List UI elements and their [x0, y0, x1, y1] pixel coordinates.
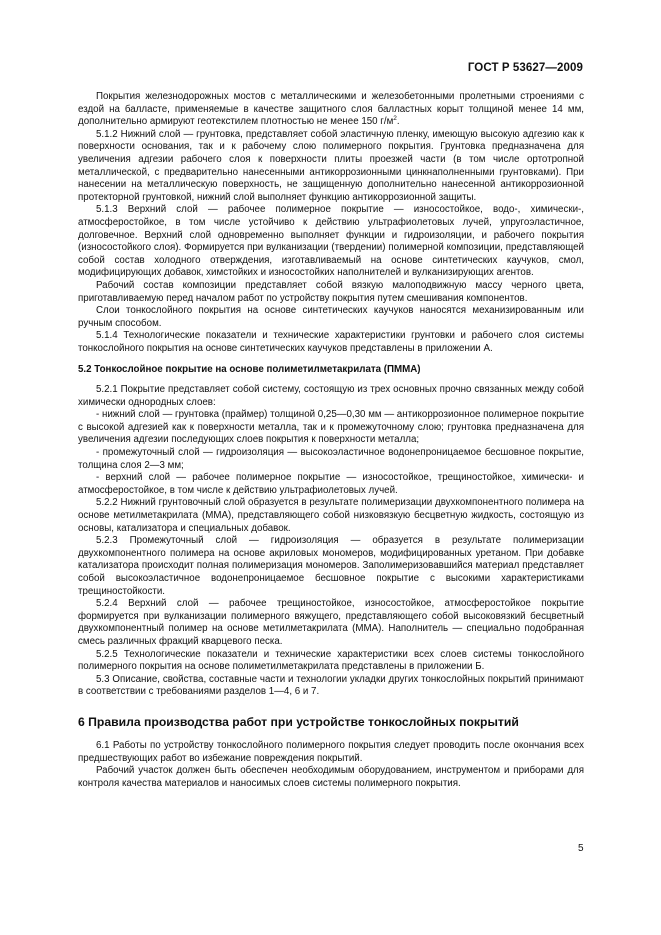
paragraph: 5.2.3 Промежуточный слой — гидроизоляция — образуется в результате полимеризации двухкомпонентного полимера на основе акриловых мономеров, модифицированных уретаном. При добавке катализатора происходит полная полимеризация мономеров. Заполимеризовавшийся материал представляет собой высокоэластичное водонепроницаемое бесшовное покрытие с высокими характеристиками трещиностойкости. [78, 535, 584, 597]
paragraph: 5.1.2 Нижний слой — грунтовка, представляет собой эластичную пленку, имеющую высокую адгезию как к поверхности основания, так и к рабочему слою полимерного покрытия. Грунтовка предназначена для увеличения адгезии рабочего слоя к поверхности плиты проезжей части (в том числе ортотропной металлической, с предварительно нанесенными антикоррозионными цинкнаполненными грунтовками). При нанесении на металлическую поверхность, не защищенную дополнительно нанесенной антикоррозионной протекторной грунтовкой, нижний слой выполняет функцию антикоррозионной защиты. [78, 128, 584, 203]
section-heading-5-2: 5.2 Тонкослойное покрытие на основе полиметилметакрилата (ПММА) [78, 364, 421, 376]
paragraph: 5.2.4 Верхний слой — рабочее трещиностойкое, износостойкое, атмосферостойкое покрытие формируется при вулканизации полимерного вяжущего, представляющего собой высоковязкий бесцветный двухкомпонентный полимер на основе метилметакрилата (ММА). Наполнитель — специально подобранная смесь различных фракций кварцевого песка. [78, 598, 584, 647]
page-number: 5 [578, 843, 584, 854]
list-item: - промежуточный слой — гидроизоляция — высокоэластичное водонепроницаемое бесшовное покрытие, толщина слоя 2—3 мм; [78, 447, 584, 471]
section-heading-6: 6 Правила производства работ при устройстве тонкослойных покрытий [78, 714, 519, 729]
paragraph: 5.1.3 Верхний слой — рабочее полимерное покрытие — износостойкое, водо-, химически-, атмосферостойкое, в том числе устойчиво к действию ультрафиолетовых лучей, упругоэластичное, долговечное. Верхний слой одновременно выполняет функции и гидроизоляции, и рабочего покрытия (износостойкого слоя). Формируется при вулканизации (твердении) полимерной композиции, представляющей собой состав холодного отверждения, изготавливаемый на основе синтетических каучуков, смол, модифицирующих добавок, химстойких и износостойких наполнителей и вулканизирующих агентов. [78, 204, 584, 279]
paragraph: Слои тонкослойного покрытия на основе синтетических каучуков наносятся механизированным или ручным способом. [78, 305, 584, 329]
paragraph: 6.1 Работы по устройству тонкослойного полимерного покрытия следует проводить после окончания всех предшествующих работ во избежание повреждения покрытий. [78, 739, 584, 764]
paragraph: Покрытия железнодорожных мостов с металлическими и железобетонными пролетными строениями с ездой на балласте, применяемые в качестве защитного слоя балластных корыт толщиной менее 14 мм, дополнительно армируют геотекстилем плотностью не менее 150 $г/м^2$. [78, 91, 584, 128]
paragraph: 5.2.1 Покрытие представляет собой систему, состоящую из трех основных прочно связанных между собой химически однородных слоев: [78, 384, 584, 408]
paragraph: Рабочий состав композиции представляет собой вязкую малоподвижную массу черного цвета, приготавливаемую перед началом работ по устройству покрытия путем смешивания компонентов. [78, 279, 584, 304]
paragraph: 5.2.2 Нижний грунтовочный слой образуется в результате полимеризации двухкомпонентного полимера на основе метилметакрилата (ММА), представляющего собой низковязкую бесцветную жидкость, состоящую из основы, катализатора и специальных добавок. [78, 497, 584, 534]
paragraph: 5.1.4 Технологические показатели и технические характеристики грунтовки и рабочего слоя системы тонкослойного покрытия на основе синтетических каучуков представлены в приложении А. [78, 330, 584, 354]
document-code: ГОСТ Р 53627—2009 [467, 62, 583, 74]
list-item: - нижний слой — грунтовка (праймер) толщиной 0,25—0,30 мм — антикоррозионное полимерное покрытие с высокой адгезией как к поверхности металла, так и к промежуточному слою; грунтовка предназначена для увеличения адгезии последующих слоев покрытия к поверхности металла; [78, 409, 584, 446]
paragraph: 5.2.5 Технологические показатели и технические характеристики всех слоев системы тонкослойного полимерного покрытия на основе полиметилметакрилата представлены в приложении Б. [78, 648, 584, 673]
document-body [78, 91, 584, 790]
paragraph: Рабочий участок должен быть обеспечен необходимым оборудованием, инструментом и приборами для контроля качества материалов и наносимых слоев системы полимерного покрытия. [78, 765, 584, 789]
list-item: - верхний слой — рабочее полимерное покрытие — износостойкое, трещиностойкое, химически- и атмосферостойкое, в том числе к действию ультрафиолетовых лучей. [78, 472, 584, 496]
paragraph: 5.3 Описание, свойства, составные части и технологии укладки других тонкослойных покрытий принимают в соответствии с требованиями разделов 1—4, 6 и 7. [78, 673, 584, 698]
superscript: 2 [393, 114, 397, 122]
